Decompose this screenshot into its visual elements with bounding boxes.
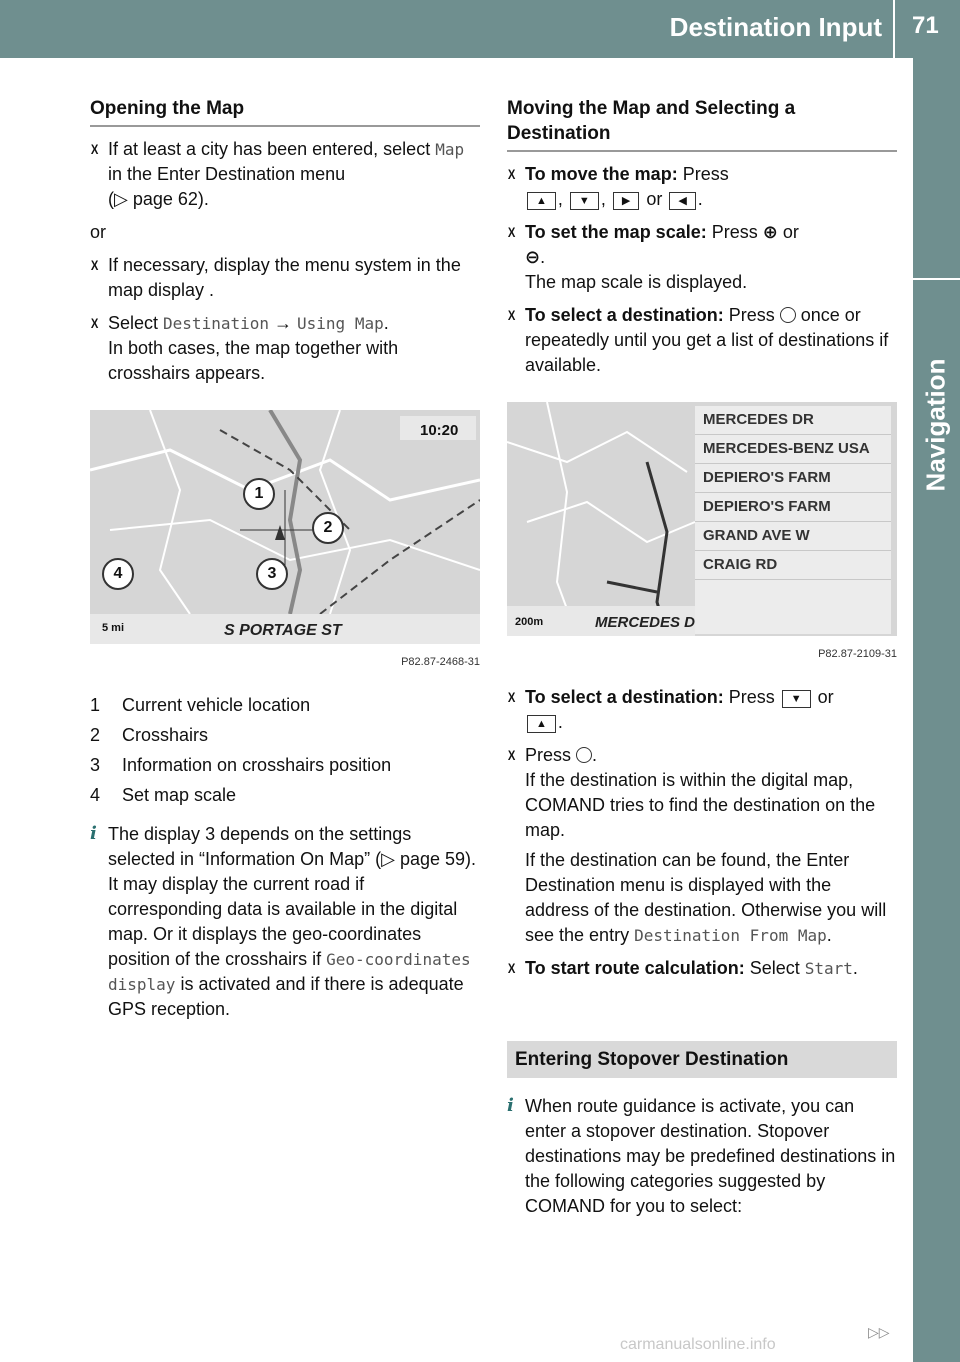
right-column	[507, 96, 897, 1219]
map-figure-list	[507, 402, 897, 636]
side-tab-divider	[913, 278, 960, 280]
step-select-destination: X Select Destination → Using Map. In both cases, the map together with crosshairs appears.	[90, 311, 480, 386]
step-select-destination: X To select a destination: Press once or repeatedly until you get a list of destinations if available.	[507, 303, 897, 378]
map-illustration	[90, 410, 480, 644]
list-item[interactable]: CRAIG RD	[695, 551, 891, 580]
list-item[interactable]: GRAND AVE W	[695, 522, 891, 551]
callout-2: 2	[312, 512, 344, 544]
figure-legend	[90, 693, 480, 808]
info-icon: i	[90, 823, 97, 844]
menu-item-using-map: Using Map	[297, 314, 384, 333]
key-up: ▲	[527, 192, 556, 210]
callout-4: 4	[102, 558, 134, 590]
entry-destination-from-map: Destination From Map	[634, 926, 827, 945]
menu-item-start: Start	[804, 959, 853, 978]
key-left: ◀	[669, 192, 695, 210]
callout-1: 1	[243, 478, 275, 510]
info-note-stopover: i When route guidance is activate, you can enter a stopover destination. Stopover destinations may be predefined destinations in the following categories suggested by COMAND for you to select:	[507, 1095, 896, 1216]
list-item[interactable]: DEPIERO'S FARM	[695, 464, 891, 493]
key-down: ▼	[782, 690, 811, 708]
ok-button-icon	[780, 307, 796, 323]
map-scale: 200m	[515, 616, 544, 628]
legend-item: 2 Crosshairs	[90, 725, 209, 745]
figure-code: P82.87-2468-31	[401, 656, 480, 668]
menu-item-map: Map	[435, 140, 465, 159]
map-figure-crosshairs	[90, 410, 480, 644]
step-select-map: X If at least a city has been entered, select Map in the Enter Destination menu (▷ page 62).	[90, 137, 480, 212]
page-number: 71	[912, 12, 939, 39]
header-divider	[893, 0, 895, 58]
callout-3: 3	[256, 558, 288, 590]
info-note-display: i The display 3 depends on the settings selected in “Information On Map” (▷ page 59). It may display the current road if corresponding data is available in the digital map. Or it displays the geo-coordinates position of the crosshairs if Geo-coordinates display is activated and if there is adequate GPS reception.	[90, 823, 477, 1019]
legend-item: 1 Current vehicle location	[90, 695, 311, 715]
footer-watermark: carmanualsonline.info	[620, 1336, 776, 1353]
key-up: ▲	[527, 715, 556, 733]
map-street: MERCEDES D	[595, 614, 696, 631]
continue-arrows-icon: ▷▷	[868, 1324, 890, 1340]
left-column	[90, 96, 480, 1022]
or-text: or	[90, 222, 107, 242]
step-select-destination-2: X To select a destination: Press ▼ or ▲ .	[507, 685, 897, 735]
page-header	[0, 0, 960, 58]
legend-item: 3 Information on crosshairs position	[90, 755, 392, 775]
legend-item: 4 Set map scale	[90, 785, 237, 805]
key-down: ▼	[570, 192, 599, 210]
info-icon: i	[507, 1095, 514, 1116]
ok-button-icon	[576, 747, 592, 763]
key-right: ▶	[613, 192, 639, 210]
zoom-in-icon: ⊕	[762, 222, 778, 242]
list-item[interactable]: MERCEDES DR	[695, 406, 891, 435]
map-street: S PORTAGE ST	[224, 622, 342, 639]
menu-item-destination: Destination	[163, 314, 269, 333]
setting-geo-coordinates: Geo-coordinates display	[108, 950, 471, 994]
step-press-ok: X Press . If the destination is within the digital map, COMAND tries to find the destination on the map. If the destination can be found, the Enter Destination menu is displayed with the address of the destination. Otherwise you will see the entry Destination From Map.	[507, 743, 897, 948]
chapter-title: Destination Input	[669, 12, 882, 42]
figure-code: P82.87-2109-31	[818, 648, 897, 660]
step-start-route: X To start route calculation: Select Start.	[507, 956, 897, 981]
section-heading-opening-map: Opening the Map	[90, 96, 480, 127]
section-heading-stopover: Entering Stopover Destination	[507, 1041, 897, 1078]
step-move-map: X To move the map: Press ▲ , ▼ , ▶ or ◀ .	[507, 162, 897, 212]
side-tab-label: Navigation	[920, 358, 951, 492]
map-scale: 5 mi	[102, 622, 125, 634]
list-item[interactable]: DEPIERO'S FARM	[695, 493, 891, 522]
step-set-scale: X To set the map scale: Press ⊕ or ⊖. The map scale is displayed.	[507, 220, 897, 295]
section-heading-moving-map: Moving the Map and Selecting a Destination	[507, 96, 897, 152]
zoom-out-icon: ⊖	[525, 247, 541, 267]
map-clock: 10:20	[420, 422, 459, 439]
side-tab-bar	[913, 58, 960, 1362]
list-item[interactable]: MERCEDES-BENZ USA	[695, 435, 891, 464]
step-display-menu: X If necessary, display the menu system in the map display .	[90, 253, 480, 303]
destination-list	[695, 406, 891, 634]
